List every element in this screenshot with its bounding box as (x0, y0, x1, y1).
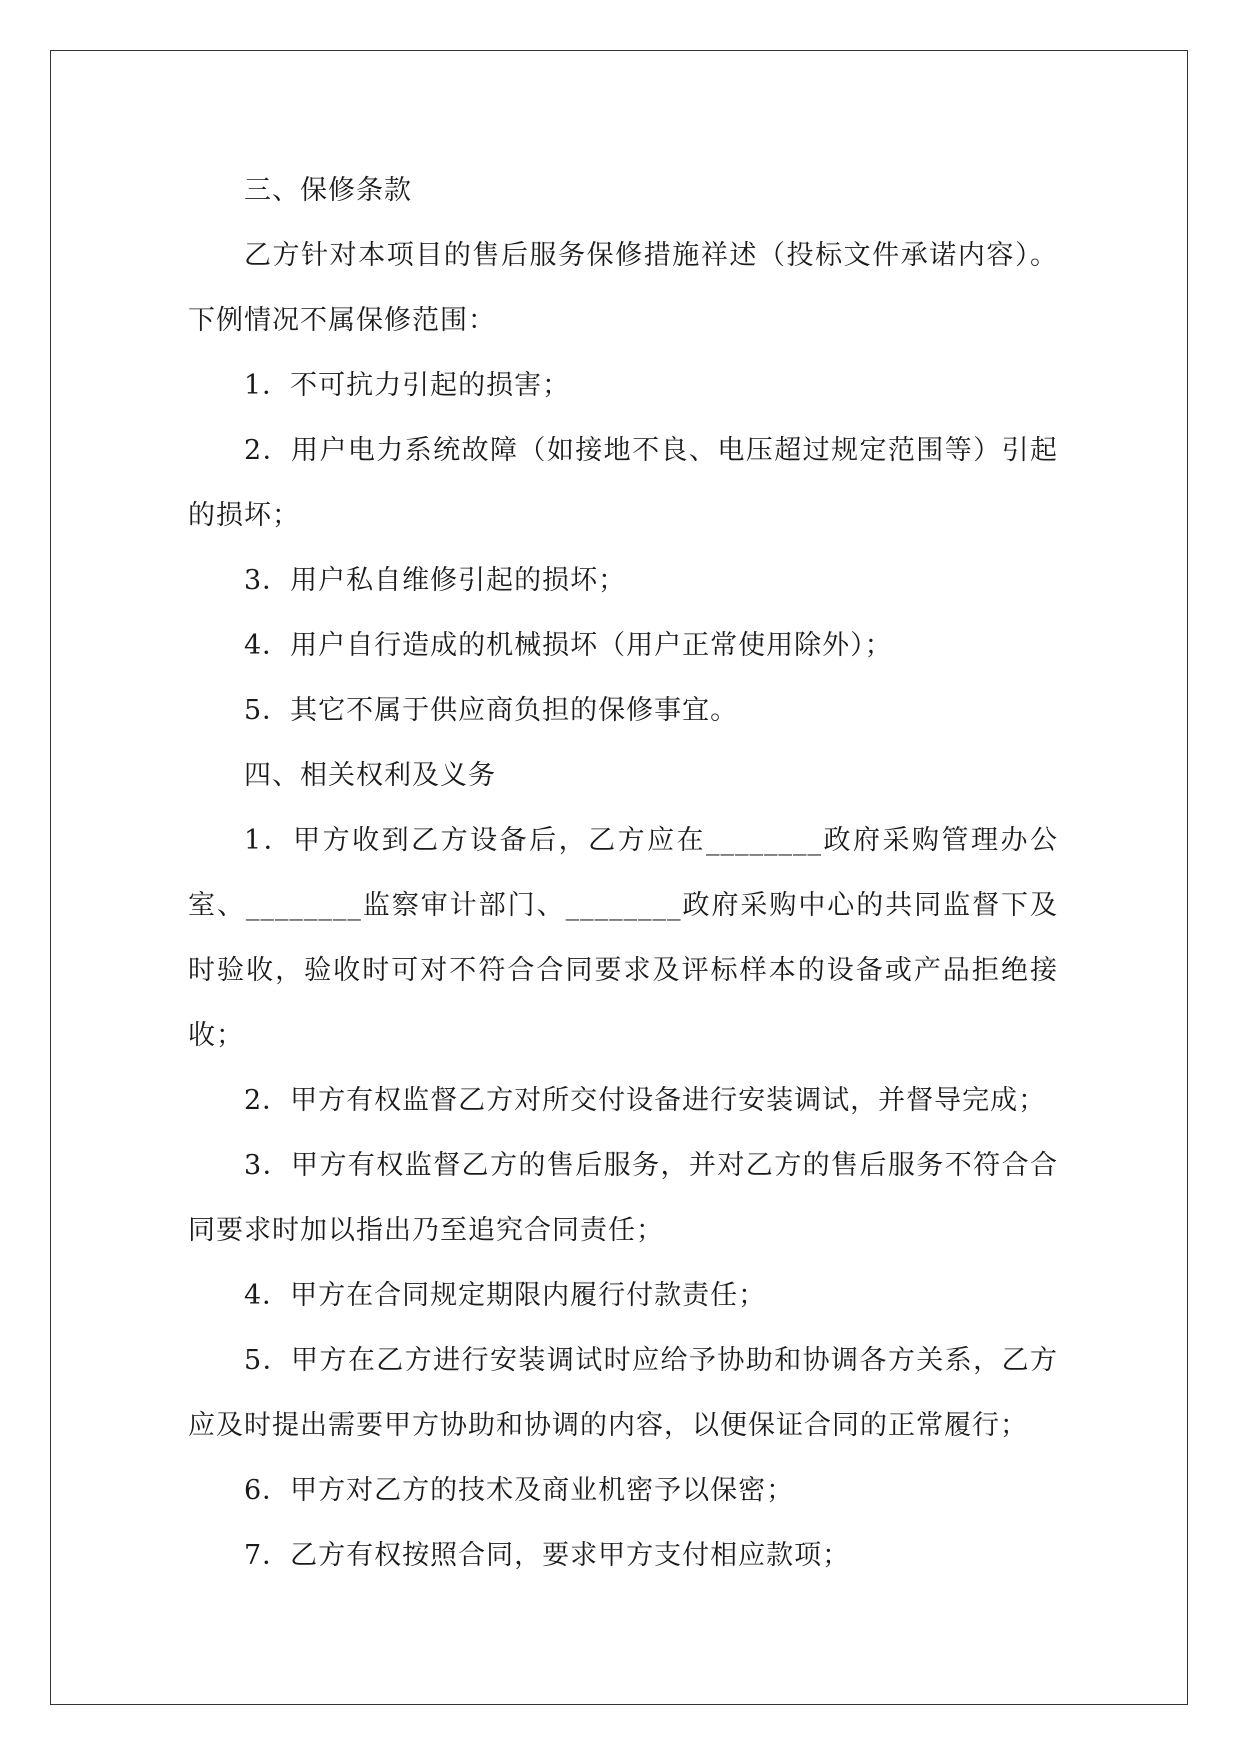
list-item-rights-1: 1．甲方收到乙方设备后，乙方应在________政府采购管理办公室、________监察审计部门、________政府采购中心的共同监督下及时验收，验收时可对不符合合同要求及评标样本的设备或产品拒绝接收； (188, 825, 1058, 1051)
paragraph-warranty-intro: 乙方针对本项目的售后服务保修措施祥述（投标文件承诺内容）。下例情况不属保修范围： (188, 240, 1058, 336)
list-item-rights-7: 7．乙方有权按照合同，要求甲方支付相应款项； (244, 1540, 851, 1571)
list-item-rights-4: 4．甲方在合同规定期限内履行付款责任； (244, 1280, 767, 1311)
list-item-rights-3: 3．甲方有权监督乙方的售后服务，并对乙方的售后服务不符合合同要求时加以指出乃至追究合同责任； (188, 1150, 1058, 1246)
list-item-warranty-4: 4．用户自行造成的机械损坏（用户正常使用除外）； (244, 630, 893, 661)
list-item-rights-6: 6．甲方对乙方的技术及商业机密予以保密； (244, 1475, 795, 1506)
list-item-warranty-1: 1．不可抗力引起的损害； (244, 370, 571, 401)
document-body (188, 158, 1058, 1588)
list-item-rights-5: 5．甲方在乙方进行安装调试时应给予协助和协调各方关系，乙方应及时提出需要甲方协助和协调的内容，以便保证合同的正常履行； (188, 1345, 1058, 1441)
section-heading-warranty: 三、保修条款 (244, 175, 412, 206)
section-heading-rights: 四、相关权利及义务 (244, 760, 496, 791)
list-item-warranty-2: 2．用户电力系统故障（如接地不良、电压超过规定范围等）引起的损坏； (188, 435, 1058, 531)
list-item-rights-2: 2．甲方有权监督乙方对所交付设备进行安装调试，并督导完成； (244, 1085, 1047, 1116)
list-item-warranty-3: 3．用户私自维修引起的损坏； (244, 565, 627, 596)
list-item-warranty-5: 5．其它不属于供应商负担的保修事宜。 (244, 695, 739, 726)
